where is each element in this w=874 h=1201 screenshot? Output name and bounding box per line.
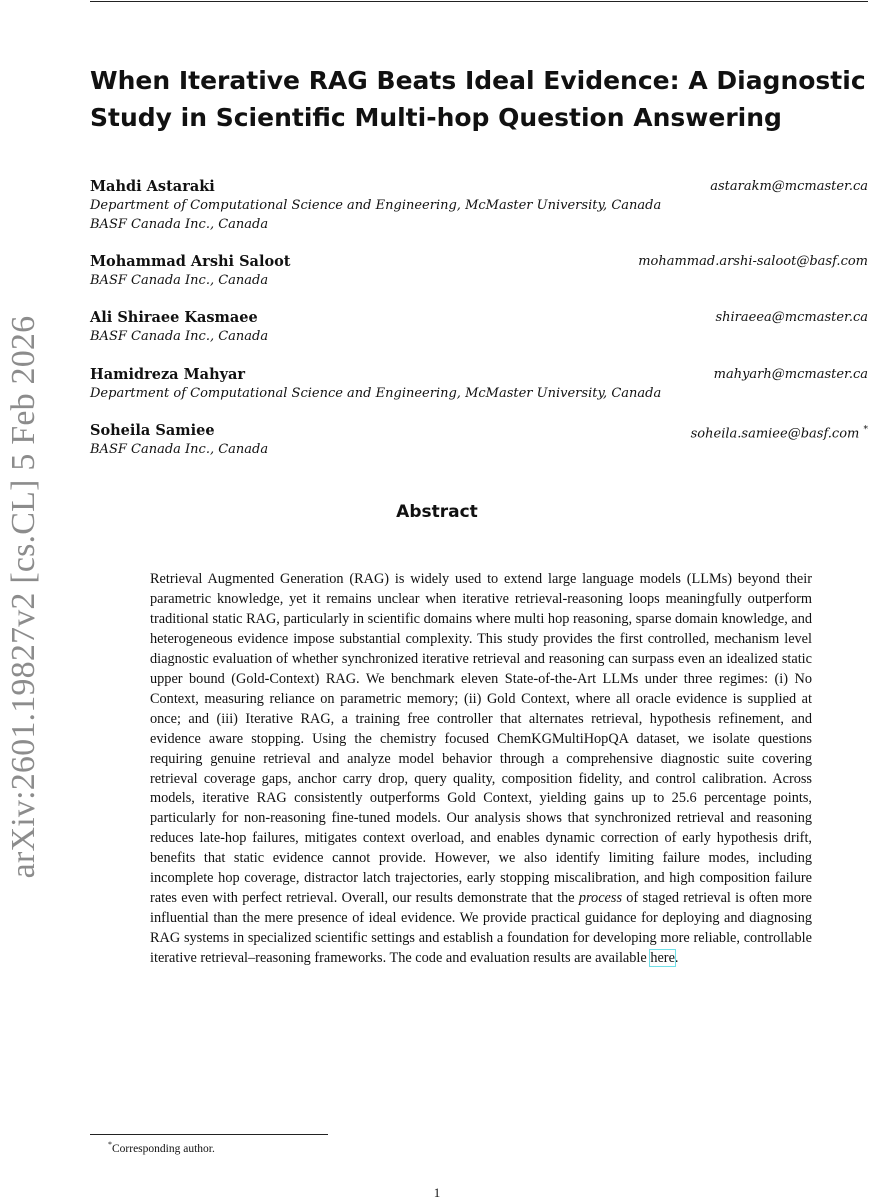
author-affiliation: BASF Canada Inc., Canada	[90, 329, 269, 344]
paper-title: When Iterative RAG Beats Ideal Evidence: A Diagnostic Study in Scientific Multi-hop Question Answering	[90, 66, 866, 132]
footnote-rule	[90, 1134, 328, 1135]
author-block	[90, 177, 868, 234]
author-affiliation: BASF Canada Inc., Canada	[90, 273, 269, 288]
author-name: Mohammad Arshi Saloot	[90, 253, 291, 270]
author-name: Mahdi Astaraki	[90, 178, 215, 195]
author-email[interactable]: soheila.samiee@basf.com	[690, 426, 860, 442]
author-block	[90, 308, 868, 346]
author-email[interactable]: shiraeea@mcmaster.ca	[715, 310, 868, 325]
author-block	[90, 365, 868, 403]
code-link[interactable]: here	[650, 950, 675, 967]
author-name: Soheila Samiee	[90, 422, 215, 439]
author-email[interactable]: mohammad.arshi-saloot@basf.com	[638, 254, 868, 269]
author-affiliation: Department of Computational Science and Engineering, McMaster University, Canada	[90, 386, 662, 401]
top-rule	[90, 1, 868, 2]
author-email[interactable]: mahyarh@mcmaster.ca	[713, 367, 868, 382]
author-block	[90, 252, 868, 290]
author-affiliation: BASF Canada Inc., Canada	[90, 217, 269, 232]
abstract-text-part2: of staged retrieval is often more influential than the mere presence of ideal evidence. We provide practical guidance for deploying and diagnosing RAG systems in specialized scientific settings and establish a foundation for developing more reliable, controllable iterative retrieval–reasoning frameworks. The code and evaluation results are available	[150, 890, 812, 967]
page-number: 1	[433, 1185, 441, 1200]
footnote-mark: *	[108, 1140, 112, 1149]
abstract-text-part1: Retrieval Augmented Generation (RAG) is widely used to extend large language models (LLMs) beyond their parametric knowledge, yet it remains unclear when iterative retrieval-reasoning loops meaningfully outperform traditional static RAG, particularly in scientific domains where multi hop reasoning, sparse domain knowledge, and heterogeneous evidence impose substantial complexity. This study provides the first controlled, mechanism level diagnostic evaluation of whether synchronized iterative retrieval and reasoning can surpass even an idealized static upper bound (Gold-Context) RAG. We benchmark eleven State-of-the-Art LLMs under three regimes: (i) No Context, measuring reliance on parametric memory; (ii) Gold Context, where all oracle evidence is supplied at once; and (iii) Iterative RAG, a training free controller that alternates retrieval, hypothesis refinement, and evidence aware stopping. Using the chemistry focused ChemKGMultiHopQA dataset, we isolate questions requiring genuine retrieval and analyze model behavior through a comprehensive diagnostic suite covering retrieval coverage gaps, anchor carry drop, query quality, composition fidelity, and control calibration. Across models, iterative RAG consistently outperforms Gold Context, yielding gains up to 25.6 percentage points, particularly for non-reasoning fine-tuned models. Our analysis shows that synchronized retrieval and reasoning reduces late-hop failures, mitigates context overload, and enables dynamic correction of early hypothesis drift, benefits that static evidence cannot provide. However, we also identify limiting failure modes, including incomplete hop coverage, distractor latch trajectories, early stopping miscalibration, and high composition failure rates even with perfect retrieval. Overall, our results demonstrate that the	[150, 571, 812, 907]
arxiv-side-stamp	[4, 317, 44, 877]
author-name: Ali Shiraee Kasmaee	[90, 309, 258, 326]
author-email-wrapper	[691, 421, 868, 443]
author-name: Hamidreza Mahyar	[90, 366, 246, 383]
author-block	[90, 421, 868, 459]
abstract-end: .	[674, 950, 679, 967]
corresponding-mark: *	[863, 425, 868, 435]
footnote	[108, 1140, 215, 1155]
arxiv-id: arXiv:2601.19827v2 [cs.CL] 5 Feb 2026	[5, 315, 42, 879]
author-affiliation: Department of Computational Science and Engineering, McMaster University, Canada	[90, 198, 662, 213]
author-affiliation: BASF Canada Inc., Canada	[90, 442, 269, 457]
footnote-text: Corresponding author.	[112, 1142, 215, 1155]
emphasis-process: process	[578, 890, 623, 907]
author-email[interactable]: astarakm@mcmaster.ca	[710, 179, 868, 194]
abstract-text	[150, 570, 812, 969]
abstract-heading: Abstract	[396, 502, 478, 522]
